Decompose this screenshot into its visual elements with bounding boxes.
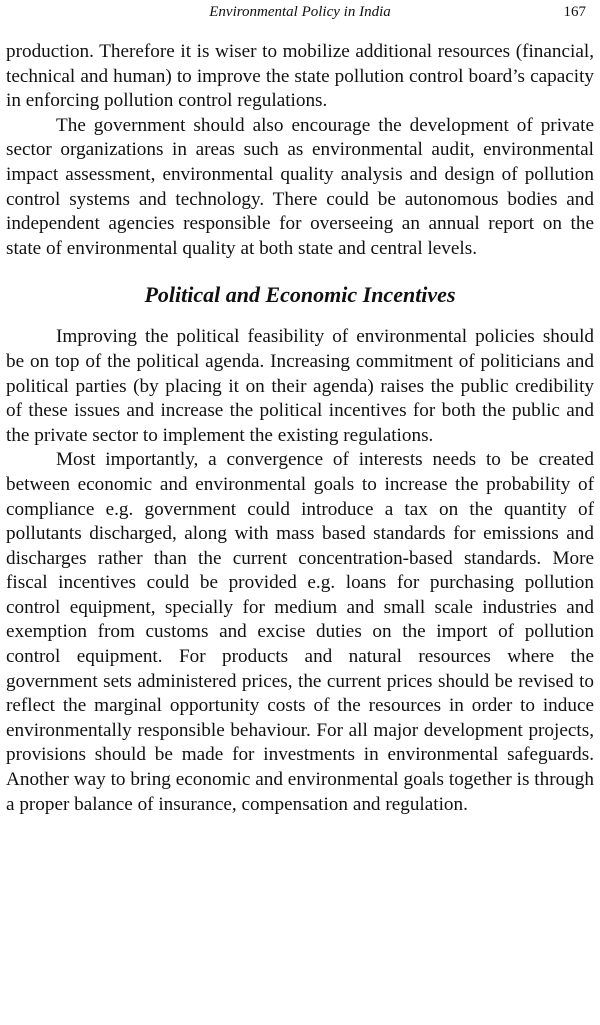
running-head (6, 0, 594, 28)
page-number: 167 (563, 4, 586, 20)
paragraph-continuation: production. Therefore it is wiser to mobilize additional resources (financial, technical and human) to improve the state pollution control board’s capacity in enforcing pollution control regulations. (6, 41, 594, 112)
running-title: Environmental Policy in India (209, 4, 391, 20)
paragraph-convergence-of-interests: Most importantly, a convergence of interests needs to be created between economic and environmental goals to increase the probability of compliance e.g. government could introduce a tax on the quantity of pollutants discharged, along with mass based standards for emissions and discharges rather than the current concentration-based standards. More fiscal incentives could be provided e.g. loans for purchasing pollution control equipment, specially for medium and small scale industries and exemption from customs and excise duties on the import of pollution control equipment. For products and natural resources where the government sets administered prices, the current prices should be revised to reflect the marginal opportunity costs of the resources in order to induce environmentally responsible behaviour. For all major development projects, provisions should be made for investments in environmental safeguards. Another way to bring economic and environmental goals together is through a proper balance of insurance, compensation and regulation. (6, 449, 594, 815)
paragraph-private-sector: The government should also encourage the development of private sector organizations in areas such as environmental audit, environmental impact assessment, environmental quality analysis and design of pollution control systems and technology. There could be autonomous bodies and independent agencies responsible for overseeing an annual report on the state of environmental quality at both state and central levels. (6, 114, 594, 259)
section-heading: Political and Economic Incentives (144, 282, 456, 308)
paragraph-political-feasibility: Improving the political feasibility of environmental policies should be on top of the political agenda. Increasing commitment of politicians and political parties (by placing it on their agenda) raises the public credibility of these issues and increase the political incentives for both the public and the private sector to implement the existing regulations. (6, 326, 594, 446)
